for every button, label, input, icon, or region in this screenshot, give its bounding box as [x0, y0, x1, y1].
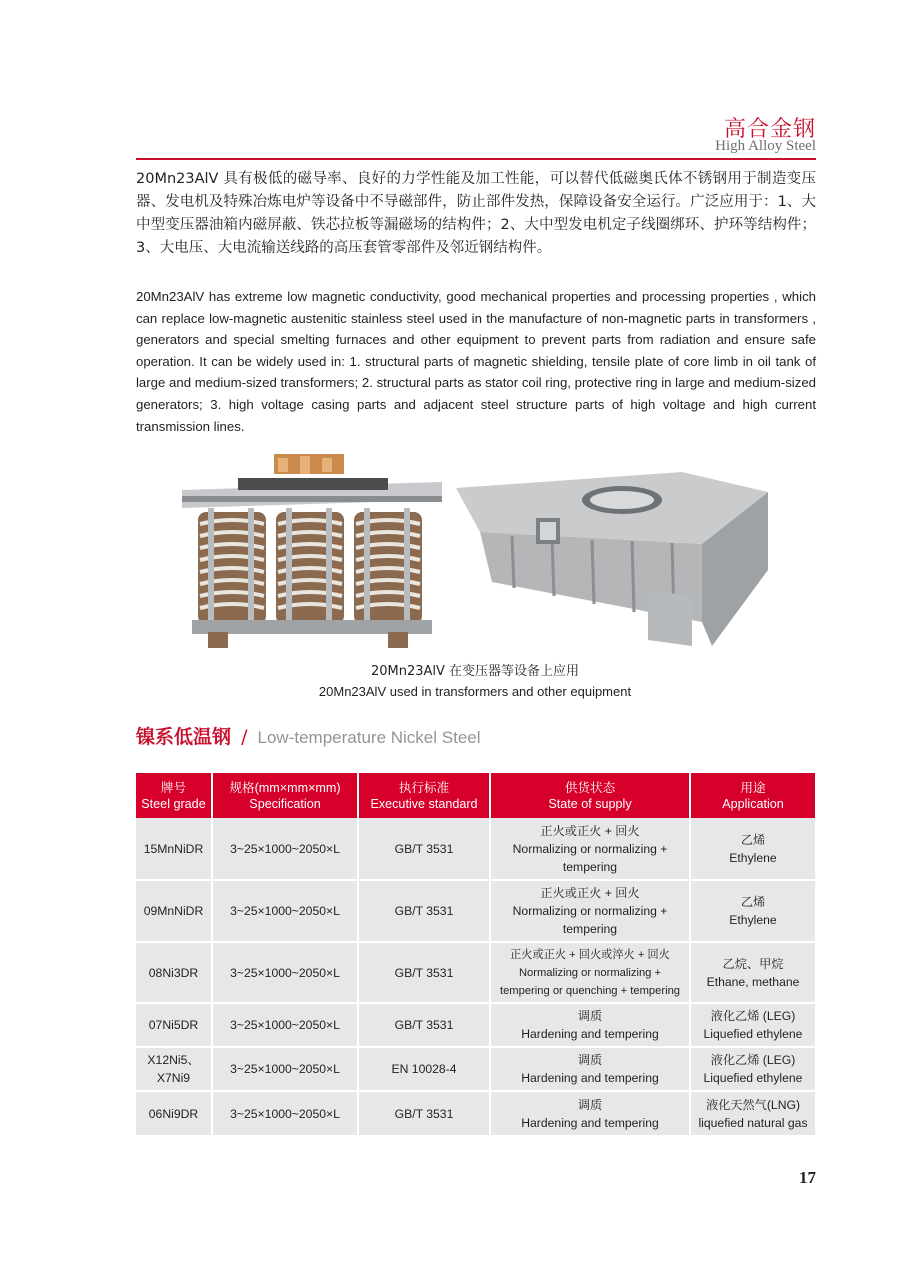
cell-spec: 3~25×1000~2050×L [212, 818, 358, 880]
steel-structure-photo [452, 470, 772, 648]
column-header-supply-state: 供货状态 State of supply [490, 773, 690, 818]
cell-spec: 3~25×1000~2050×L [212, 1047, 358, 1091]
cell-supply: 调质 Hardening and tempering [490, 1003, 690, 1047]
cell-spec: 3~25×1000~2050×L [212, 1091, 358, 1135]
cell-standard: GB/T 3531 [358, 818, 490, 880]
section-title-cn: 镍系低温钢 [136, 726, 232, 748]
section-title [136, 722, 481, 749]
nickel-steel-table [136, 773, 815, 1135]
cell-supply: 正火或正火 + 回火 Normalizing or normalizing + tempering [490, 818, 690, 880]
table-header-row [136, 773, 815, 818]
cell-spec: 3~25×1000~2050×L [212, 1003, 358, 1047]
column-header-application: 用途 Application [690, 773, 815, 818]
transformer-photo [178, 452, 446, 648]
cell-application: 液化天然气(LNG) liquefied natural gas [690, 1091, 815, 1135]
table-row [136, 880, 815, 942]
cell-application: 乙烷、甲烷 Ethane, methane [690, 942, 815, 1003]
cell-supply: 调质 Hardening and tempering [490, 1047, 690, 1091]
section-header-cn: 高合金钢 [723, 117, 816, 142]
section-header-en: High Alloy Steel [715, 138, 816, 154]
intro-paragraph-cn: 20Mn23AlV 具有极低的磁导率、良好的力学性能及加工性能，可以替代低磁奥氏体不锈钢用于制造变压器、发电机及特殊冶炼电炉等设备中不导磁部件，防止部件发热，保障设备安全运行。广泛应用于：1、大中型变压器油箱内磁屏蔽、铁芯拉板等漏磁场的结构件；2、大中型发电机定子线圈绑环、护环等结构件；3、大电压、大电流输送线路的高压套管零部件及邻近钢结构件。 [136, 171, 816, 256]
photo-caption-en: 20Mn23AlV used in transformers and other equipment [318, 684, 632, 699]
cell-application: 液化乙烯 (LEG) Liquefied ethylene [690, 1003, 815, 1047]
cell-grade: 15MnNiDR [136, 818, 212, 880]
cell-standard: GB/T 3531 [358, 942, 490, 1003]
cell-grade: X12Ni5、X7Ni9 [136, 1047, 212, 1091]
cell-standard: GB/T 3531 [358, 1003, 490, 1047]
header-divider [136, 158, 816, 160]
table-row [136, 1003, 815, 1047]
photo-caption-cn: 20Mn23AlV 在变压器等设备上应用 [370, 664, 580, 679]
cell-spec: 3~25×1000~2050×L [212, 942, 358, 1003]
cell-grade: 09MnNiDR [136, 880, 212, 942]
cell-standard: EN 10028-4 [358, 1047, 490, 1091]
cell-application: 乙烯 Ethylene [690, 880, 815, 942]
cell-standard: GB/T 3531 [358, 1091, 490, 1135]
table-row [136, 1047, 815, 1091]
page-number: 17 [799, 1168, 816, 1187]
cell-grade: 08Ni3DR [136, 942, 212, 1003]
intro-paragraph-en: 20Mn23AlV has extreme low magnetic conductivity, good mechanical properties and processing properties , which can replace low-magnetic austenitic stainless steel used in the manufacture of non-magnetic parts in transformers , generators and special smelting furnaces and other equipment to prevent parts from radiation and ensure safe operation. It can be widely used in: 1. structural parts of magnetic shielding, tensile plate of core limb in oil tank of large and medium-sized transformers; 2. structural parts as stator coil ring, protective ring in large and medium-sized generators; 3. high voltage casing parts and adjacent steel structure parts of high voltage and high current transmission lines. [136, 289, 816, 434]
cell-grade: 06Ni9DR [136, 1091, 212, 1135]
cell-supply: 正火或正火 + 回火 Normalizing or normalizing + tempering [490, 880, 690, 942]
table-row [136, 1091, 815, 1135]
cell-grade: 07Ni5DR [136, 1003, 212, 1047]
cell-application: 液化乙烯 (LEG) Liquefied ethylene [690, 1047, 815, 1091]
section-title-en: Low-temperature Nickel Steel [257, 728, 481, 747]
column-header-specification: 规格(mm×mm×mm) Specification [212, 773, 358, 818]
table-row [136, 942, 815, 1003]
column-header-standard: 执行标准 Executive standard [358, 773, 490, 818]
cell-application: 乙烯 Ethylene [690, 818, 815, 880]
column-header-grade: 牌号 Steel grade [136, 773, 212, 818]
cell-supply: 正火或正火 + 回火或淬火 + 回火 Normalizing or normalizing + tempering or quenching + tempering [490, 942, 690, 1003]
cell-standard: GB/T 3531 [358, 880, 490, 942]
table-row [136, 818, 815, 880]
section-title-separator: / [241, 726, 248, 748]
cell-spec: 3~25×1000~2050×L [212, 880, 358, 942]
cell-supply: 调质 Hardening and tempering [490, 1091, 690, 1135]
